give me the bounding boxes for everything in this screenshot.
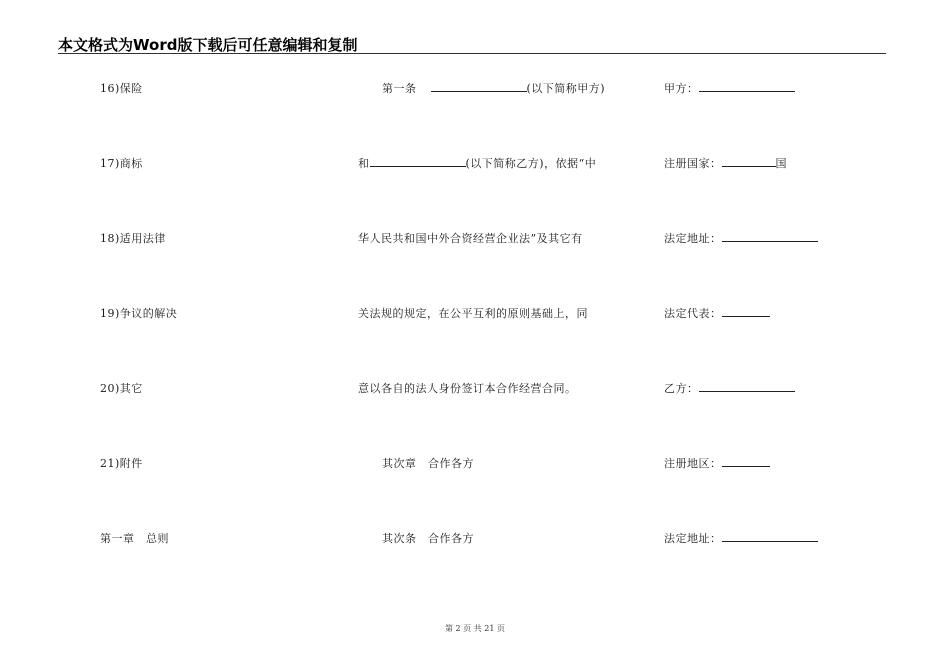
party-b-field: 乙方： bbox=[664, 380, 795, 396]
party-a-field-blank bbox=[699, 81, 795, 92]
contract-body-line-3: 华人民共和国中外合资经营企业法”及其它有 bbox=[358, 232, 583, 245]
registration-country-field: 注册国家： 国 bbox=[664, 157, 787, 170]
party-a-abbreviation-note: (以下简称甲方) bbox=[526, 82, 606, 95]
clause-item-dispute-resolution: 19)争议的解决 bbox=[100, 307, 178, 320]
registration-region-blank bbox=[722, 456, 770, 467]
clause-item-trademark: 17)商标 bbox=[100, 157, 143, 170]
contract-body-line-4: 关法规的规定，在公平互利的原则基础上，同 bbox=[358, 307, 588, 320]
chapter-heading-general: 第一章 总则 bbox=[100, 532, 169, 545]
contract-body-line-5: 意以各自的法人身份签订本合作经营合同。 bbox=[358, 382, 577, 395]
registration-country-blank bbox=[722, 156, 776, 167]
registration-region-field: 注册地区： bbox=[664, 455, 770, 471]
contract-body-line-2: 和 (以下简称乙方)，依据“中 bbox=[358, 157, 597, 170]
clause-item-other: 20)其它 bbox=[100, 382, 143, 395]
contract-article-one-line bbox=[382, 80, 605, 96]
clause-item-applicable-law: 18)适用法律 bbox=[100, 232, 166, 245]
document-header-title: 本文格式为Word版下载后可任意编辑和复制 bbox=[58, 36, 358, 54]
party-a-field: 甲方： bbox=[664, 80, 795, 96]
article-one-label: 第一条 bbox=[382, 82, 417, 95]
legal-address-field-2: 法定地址： bbox=[664, 530, 818, 546]
party-b-blank bbox=[370, 156, 466, 167]
legal-representative-field: 法定代表： bbox=[664, 305, 770, 321]
chapter-heading-parties: 其次章 合作各方 bbox=[382, 457, 474, 470]
party-b-field-blank bbox=[699, 381, 795, 392]
legal-address-blank bbox=[722, 231, 818, 242]
party-a-blank bbox=[431, 81, 527, 92]
clause-item-insurance: 16)保险 bbox=[100, 82, 143, 95]
legal-representative-blank bbox=[722, 306, 770, 317]
article-heading-parties: 其次条 合作各方 bbox=[382, 532, 474, 545]
legal-address-blank-2 bbox=[722, 531, 818, 542]
legal-address-field: 法定地址： bbox=[664, 230, 818, 246]
page-number: 第 2 页 共 21 页 bbox=[445, 624, 505, 633]
header-divider bbox=[58, 53, 886, 54]
clause-item-appendix: 21)附件 bbox=[100, 457, 143, 470]
